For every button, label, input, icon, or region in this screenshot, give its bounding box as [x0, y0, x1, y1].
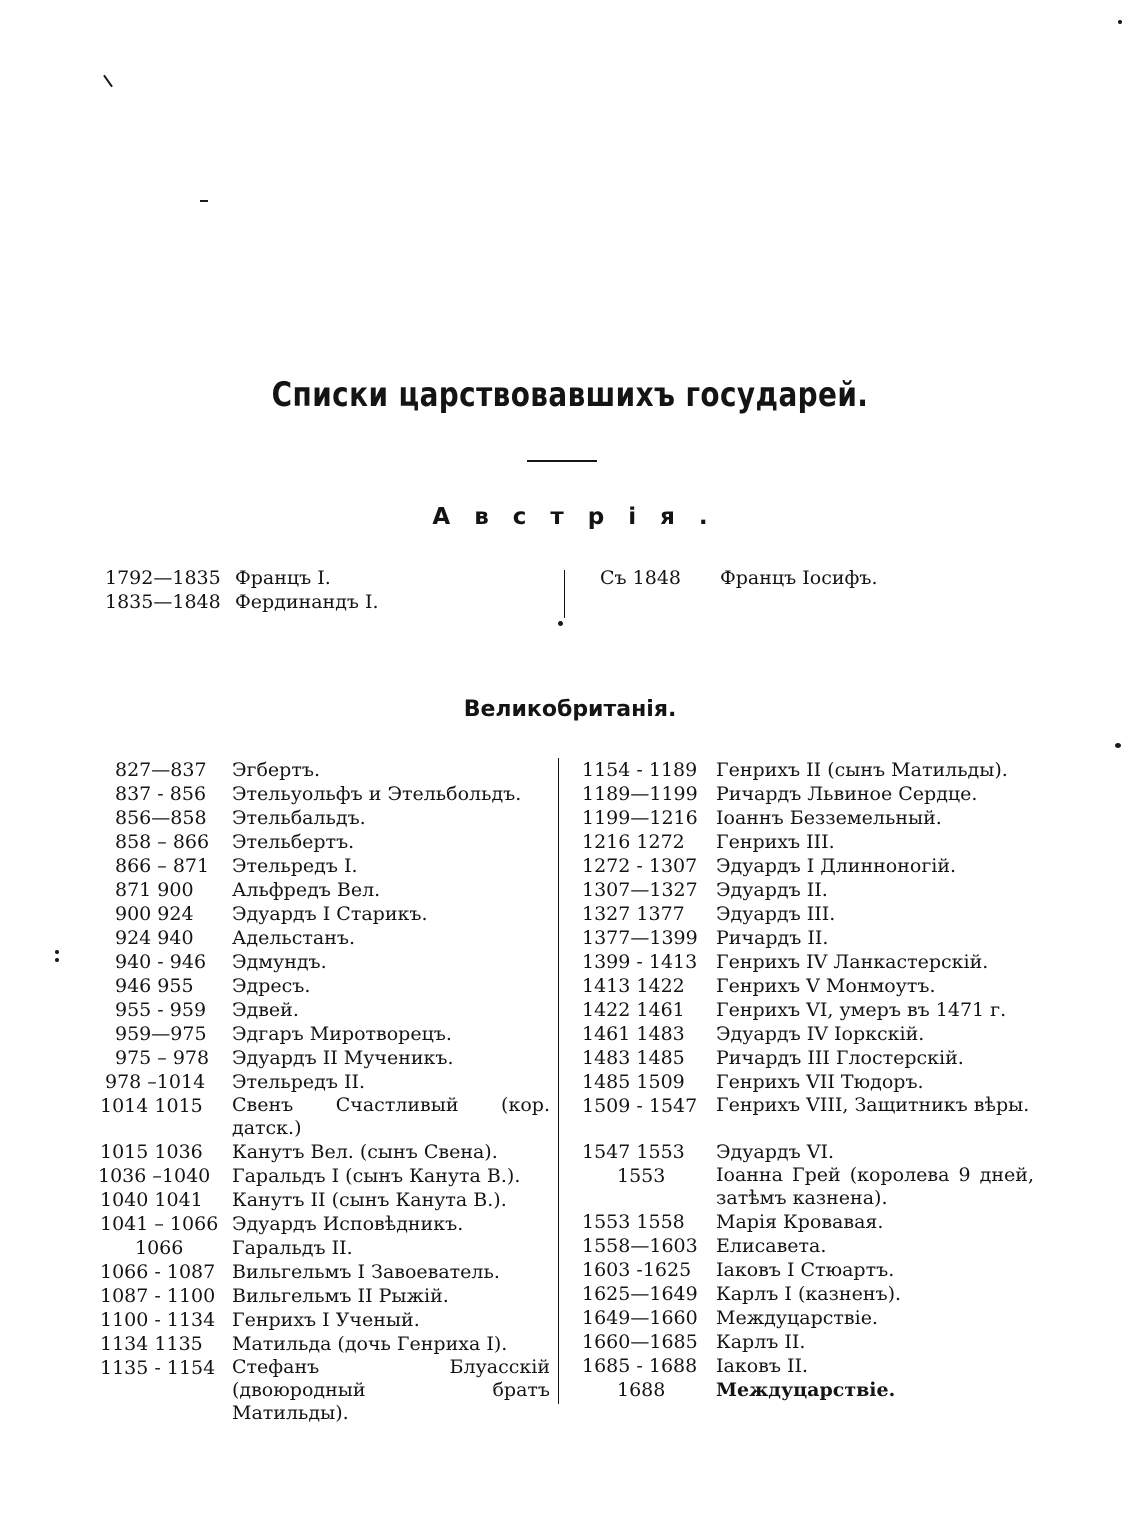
list-item — [570, 974, 1040, 998]
ruler-name: Эдуардъ I Длинноногій. — [716, 855, 957, 877]
ruler-name: Канутъ II (сынъ Канута В.). — [232, 1189, 507, 1211]
list-item — [570, 1234, 1040, 1258]
ruler-name: Альфредъ Вел. — [232, 879, 381, 901]
list-item — [570, 998, 1040, 1022]
ruler-name: Стефанъ Блуасскій (двоюродный братъ Матильды). — [232, 1356, 550, 1424]
title-divider — [527, 460, 597, 462]
list-item — [0, 926, 556, 950]
list-item — [570, 950, 1040, 974]
reign-years: 1685 - 1688 — [582, 1355, 698, 1377]
list-item — [0, 1236, 556, 1260]
ruler-name: Эдуардъ VI. — [716, 1141, 834, 1163]
reign-years: 827—837 — [115, 759, 207, 781]
list-item — [570, 1210, 1040, 1234]
ruler-name: Карлъ I (казненъ). — [716, 1283, 902, 1305]
reign-years: 959—975 — [115, 1023, 207, 1045]
ruler-name: Эдресъ. — [232, 975, 311, 997]
reign-years: 837 - 856 — [115, 783, 207, 805]
list-item — [570, 854, 1040, 878]
ruler-name: Іаковъ I Стюартъ. — [716, 1259, 895, 1281]
list-item — [570, 926, 1040, 950]
ruler-name: Этельредъ II. — [232, 1071, 365, 1093]
list-item — [0, 1094, 556, 1142]
list-item — [0, 566, 560, 590]
ruler-name: Генрихъ II (сынъ Матильды). — [716, 759, 1008, 781]
reign-years: 1189—1199 — [582, 783, 698, 805]
list-item — [570, 1022, 1040, 1046]
ruler-name: Этельбальдъ. — [232, 807, 366, 829]
reign-years: 856—858 — [115, 807, 207, 829]
ruler-name: Адельстанъ. — [232, 927, 356, 949]
list-item — [570, 1164, 1040, 1212]
ruler-name: Матильда (дочь Генриха I). — [232, 1333, 508, 1355]
ruler-name: Ричардъ Львиное Сердце. — [716, 783, 978, 805]
reign-years: 1036 –1040 — [98, 1165, 211, 1187]
reign-years: 1688 — [617, 1379, 666, 1401]
ruler-name: Францъ I. — [235, 567, 331, 589]
ruler-name: Ричардъ III Глостерскій. — [716, 1047, 964, 1069]
ruler-name: Францъ Іосифъ. — [720, 567, 878, 589]
page-title: Списки царствовавшихъ государей. — [271, 375, 869, 415]
list-item — [0, 1070, 556, 1094]
list-item — [570, 782, 1040, 806]
ruler-name: Іоанна Грей (королева 9 дней, затѣмъ казнена). — [716, 1164, 1034, 1209]
list-item — [570, 902, 1040, 926]
list-item — [0, 782, 556, 806]
list-item — [0, 974, 556, 998]
ruler-name: Генрихъ V Монмоутъ. — [716, 975, 936, 997]
ruler-name: Генрихъ VIII, Защитникъ вѣры. — [716, 1094, 1030, 1116]
reign-years: 1509 - 1547 — [582, 1095, 698, 1117]
ruler-name: Междуцарствіе. — [716, 1307, 878, 1329]
ruler-name: Гаральдъ II. — [232, 1237, 353, 1259]
scan-speck — [1115, 743, 1121, 748]
reign-years: 1015 1036 — [100, 1141, 203, 1163]
ruler-name: Ричардъ II. — [716, 927, 829, 949]
ruler-name: Эдмундъ. — [232, 951, 327, 973]
ruler-name: Этельбертъ. — [232, 831, 355, 853]
list-item — [570, 1354, 1040, 1378]
list-item — [570, 1306, 1040, 1330]
scan-speck — [1118, 20, 1122, 24]
ruler-name: Этельредъ I. — [232, 855, 358, 877]
austria-right-list — [570, 566, 1130, 596]
list-item — [570, 1330, 1040, 1354]
ruler-name: Эдуардъ I Старикъ. — [232, 903, 428, 925]
list-item — [0, 1022, 556, 1046]
ruler-name: Фердинандъ I. — [235, 591, 379, 613]
reign-years: 858 – 866 — [115, 831, 210, 853]
list-item — [0, 590, 560, 614]
list-item — [0, 1332, 556, 1356]
reign-years: 1553 1558 — [582, 1211, 685, 1233]
ruler-name: Генрихъ VII Тюдоръ. — [716, 1071, 924, 1093]
list-item — [570, 1378, 1040, 1402]
reign-years: 1327 1377 — [582, 903, 685, 925]
ruler-name: Свенъ Счастливый (кор. датск.) — [232, 1094, 550, 1139]
ruler-name: Генрихъ VI, умеръ въ 1471 г. — [716, 999, 1007, 1021]
reign-years: 1625—1649 — [582, 1283, 698, 1305]
list-item — [0, 1046, 556, 1070]
reign-years: 1134 1135 — [100, 1333, 203, 1355]
reign-years: 1307—1327 — [582, 879, 698, 901]
reign-years: 924 940 — [115, 927, 194, 949]
list-item — [570, 830, 1040, 854]
list-item — [0, 1356, 556, 1424]
scan-mark — [200, 200, 208, 202]
austria-left-list — [0, 566, 560, 626]
ruler-name: Іоаннъ Безземельный. — [716, 807, 942, 829]
great-britain-right-list — [570, 758, 1040, 1408]
ruler-name: Карлъ II. — [716, 1331, 806, 1353]
ruler-name: Іаковъ II. — [716, 1355, 809, 1377]
ruler-name: Эдуардъ IV Іоркскій. — [716, 1023, 925, 1045]
list-item — [0, 1164, 556, 1188]
list-item — [0, 950, 556, 974]
reign-years: 1135 - 1154 — [100, 1357, 216, 1379]
column-divider — [558, 758, 559, 1404]
list-item — [0, 854, 556, 878]
reign-years: 1483 1485 — [582, 1047, 685, 1069]
reign-years: 1649—1660 — [582, 1307, 698, 1329]
great-britain-left-list — [0, 758, 556, 1424]
list-item — [570, 1258, 1040, 1282]
reign-years: 1272 - 1307 — [582, 855, 698, 877]
reign-years: 1603 -1625 — [582, 1259, 692, 1281]
ruler-name: Канутъ Вел. (сынъ Свена). — [232, 1141, 498, 1163]
ruler-name: Этельуольфъ и Этельбольдъ. — [232, 783, 522, 805]
list-item — [0, 998, 556, 1022]
reign-years: 940 - 946 — [115, 951, 207, 973]
ruler-name: Эдуардъ II Мученикъ. — [232, 1047, 454, 1069]
reign-years: 1199—1216 — [582, 807, 698, 829]
reign-years: 1014 1015 — [100, 1095, 203, 1117]
list-item — [0, 758, 556, 782]
list-item — [0, 830, 556, 854]
list-item — [0, 1260, 556, 1284]
reign-years: 1066 - 1087 — [100, 1261, 216, 1283]
list-item — [0, 1308, 556, 1332]
list-item — [0, 1212, 556, 1236]
list-item — [570, 758, 1040, 782]
list-item — [0, 1140, 556, 1164]
reign-years: 1154 - 1189 — [582, 759, 698, 781]
reign-years: 871 900 — [115, 879, 194, 901]
list-item — [570, 1094, 1040, 1142]
reign-years: 975 – 978 — [115, 1047, 210, 1069]
ruler-name: Марія Кровавая. — [716, 1211, 884, 1233]
reign-years: 1413 1422 — [582, 975, 685, 997]
reign-years: 1100 - 1134 — [100, 1309, 216, 1331]
ruler-name: Вильгельмъ I Завоеватель. — [232, 1261, 500, 1283]
reign-years: 1040 1041 — [100, 1189, 203, 1211]
reign-years: 1558—1603 — [582, 1235, 698, 1257]
list-item — [0, 1188, 556, 1212]
ruler-name: Эдуардъ Исповѣдникъ. — [232, 1213, 464, 1235]
scan-mark — [103, 75, 113, 88]
reign-years: 946 955 — [115, 975, 194, 997]
reign-years: 1041 – 1066 — [100, 1213, 219, 1235]
reign-years: 900 924 — [115, 903, 194, 925]
ruler-name: Гаральдъ I (сынъ Канута В.). — [232, 1165, 521, 1187]
list-item — [0, 806, 556, 830]
list-item — [570, 878, 1040, 902]
list-item — [570, 1140, 1040, 1164]
list-item — [570, 806, 1040, 830]
ruler-name: Генрихъ III. — [716, 831, 835, 853]
ruler-name: Эдвей. — [232, 999, 299, 1021]
reign-years: 1377—1399 — [582, 927, 698, 949]
reign-years: 1660—1685 — [582, 1331, 698, 1353]
reign-years: 1422 1461 — [582, 999, 685, 1021]
ruler-name: Генрихъ I Ученый. — [232, 1309, 420, 1331]
reign-years: Съ 1848 — [600, 567, 682, 589]
reign-years: 1399 - 1413 — [582, 951, 698, 973]
ruler-name: Елисавета. — [716, 1235, 827, 1257]
reign-years: 1485 1509 — [582, 1071, 685, 1093]
list-item — [570, 1070, 1040, 1094]
reign-years: 1216 1272 — [582, 831, 685, 853]
ruler-name: Эдуардъ II. — [716, 879, 828, 901]
section-heading-austria: Австрія. — [432, 504, 732, 530]
list-item — [570, 566, 1130, 590]
ruler-name: Междуцарствіе. — [716, 1379, 896, 1401]
reign-years: 1087 - 1100 — [100, 1285, 216, 1307]
ruler-name: Вильгельмъ II Рыжій. — [232, 1285, 449, 1307]
list-item — [570, 1282, 1040, 1306]
column-divider — [564, 570, 565, 618]
reign-years: 1835—1848 — [105, 591, 221, 613]
reign-years: 866 – 871 — [115, 855, 210, 877]
reign-years: 955 - 959 — [115, 999, 207, 1021]
reign-years: 978 –1014 — [105, 1071, 206, 1093]
reign-years: 1461 1483 — [582, 1023, 685, 1045]
reign-years: 1547 1553 — [582, 1141, 685, 1163]
ruler-name: Эдгаръ Миротворецъ. — [232, 1023, 452, 1045]
scan-speck — [558, 621, 563, 626]
list-item — [0, 902, 556, 926]
reign-years: 1553 — [617, 1165, 666, 1187]
reign-years: 1792—1835 — [105, 567, 221, 589]
ruler-name: Эгбертъ. — [232, 759, 320, 781]
ruler-name: Эдуардъ III. — [716, 903, 836, 925]
list-item — [0, 878, 556, 902]
list-item — [570, 1046, 1040, 1070]
reign-years: 1066 — [135, 1237, 184, 1259]
list-item — [0, 1284, 556, 1308]
ruler-name: Генрихъ IV Ланкастерскій. — [716, 951, 989, 973]
section-heading-great-britain: Великобританія. — [463, 697, 677, 722]
